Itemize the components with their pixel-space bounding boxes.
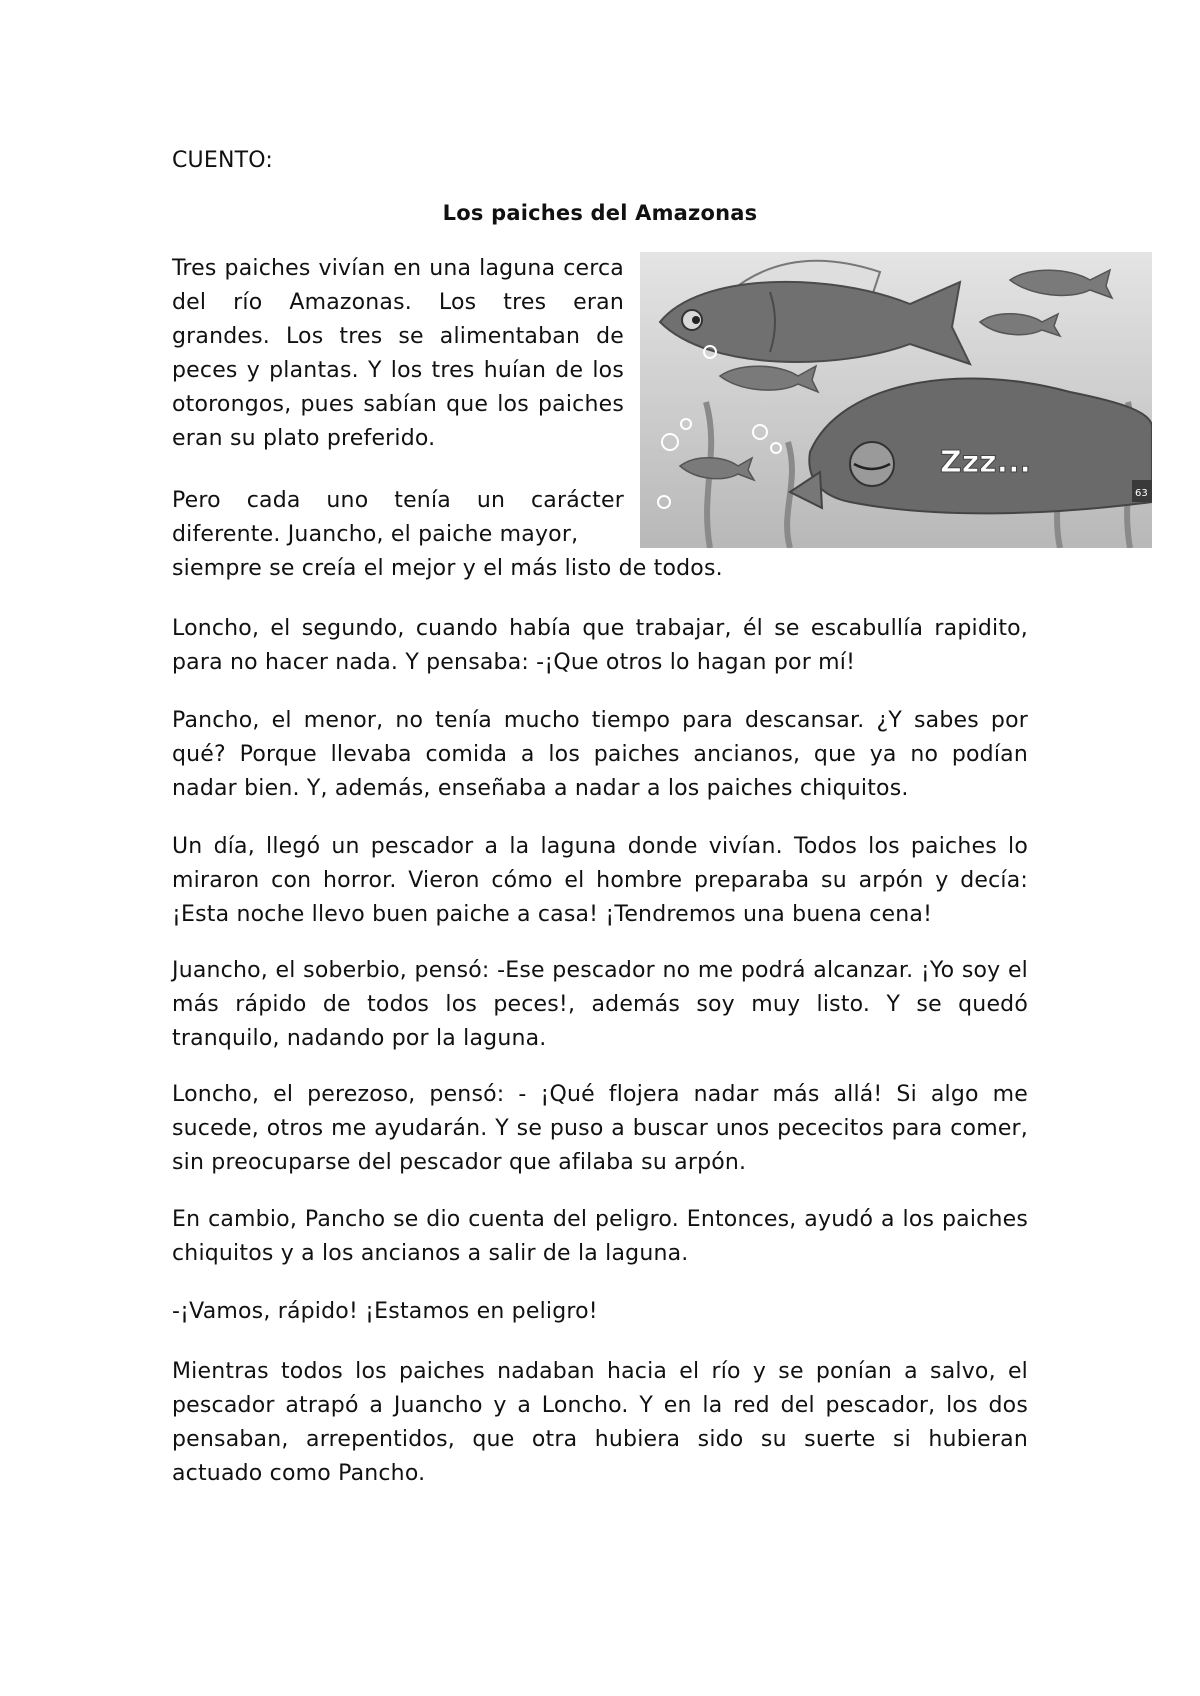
paiche-illustration — [640, 252, 1152, 548]
sleep-text: Zzz... — [940, 445, 1031, 480]
paragraph-2-end: siempre se creía el mejor y el más listo de todos. — [172, 556, 723, 581]
fish-scene — [640, 252, 1152, 548]
page-number: 63 — [1135, 488, 1148, 499]
story-title: Los paiches del Amazonas — [442, 201, 758, 225]
paragraph-3: Loncho, el segundo, cuando había que trabajar, él se escabullía rapidito, para no hacer nada. Y pensaba: -¡Que otros lo hagan por mí! — [172, 616, 1028, 675]
paragraph-9: -¡Vamos, rápido! ¡Estamos en peligro! — [172, 1299, 598, 1324]
story-label: CUENTO: — [172, 148, 274, 173]
paragraph-8: En cambio, Pancho se dio cuenta del peligro. Entonces, ayudó a los paiches chiquitos y a los ancianos a salir de la laguna. — [172, 1207, 1028, 1266]
paragraph-1: Tres paiches vivían en una laguna cerca del río Amazonas. Los tres eran grandes. Los tres se alimentaban de peces y plantas. Y los tres huían de los otorongos, pues sabían que los paiches eran su plato preferido. — [172, 256, 624, 451]
paragraph-5: Un día, llegó un pescador a la laguna donde vivían. Todos los paiches lo miraron con horror. Vieron cómo el hombre preparaba su arpón y decía: ¡Esta noche llevo buen paiche a casa! ¡Tendremos una buena cena! — [172, 834, 1028, 927]
paragraph-4: Pancho, el menor, no tenía mucho tiempo para descansar. ¿Y sabes por qué? Porque llevaba comida a los paiches ancianos, que ya no podían nadar bien. Y, además, enseñaba a nadar a los paiches chiquitos. — [172, 708, 1028, 801]
paragraph-2-start: Pero cada uno tenía un carácter diferente. Juancho, el paiche mayor, — [172, 488, 624, 547]
paragraph-7: Loncho, el perezoso, pensó: - ¡Qué flojera nadar más allá! Si algo me sucede, otros me ayudarán. Y se puso a buscar unos pececitos para comer, sin preocuparse del pescador que afilaba su arpón. — [172, 1082, 1028, 1175]
paragraph-6: Juancho, el soberbio, pensó: -Ese pescador no me podrá alcanzar. ¡Yo soy el más rápido de todos los peces!, además soy muy listo. Y se quedó tranquilo, nadando por la laguna. — [172, 958, 1028, 1051]
paragraph-10: Mientras todos los paiches nadaban hacia el río y se ponían a salvo, el pescador atrapó a Juancho y a Loncho. Y en la red del pescador, los dos pensaban, arrepentidos, que otra hubiera sido su suerte si hubieran actuado como Pancho. — [172, 1359, 1028, 1486]
